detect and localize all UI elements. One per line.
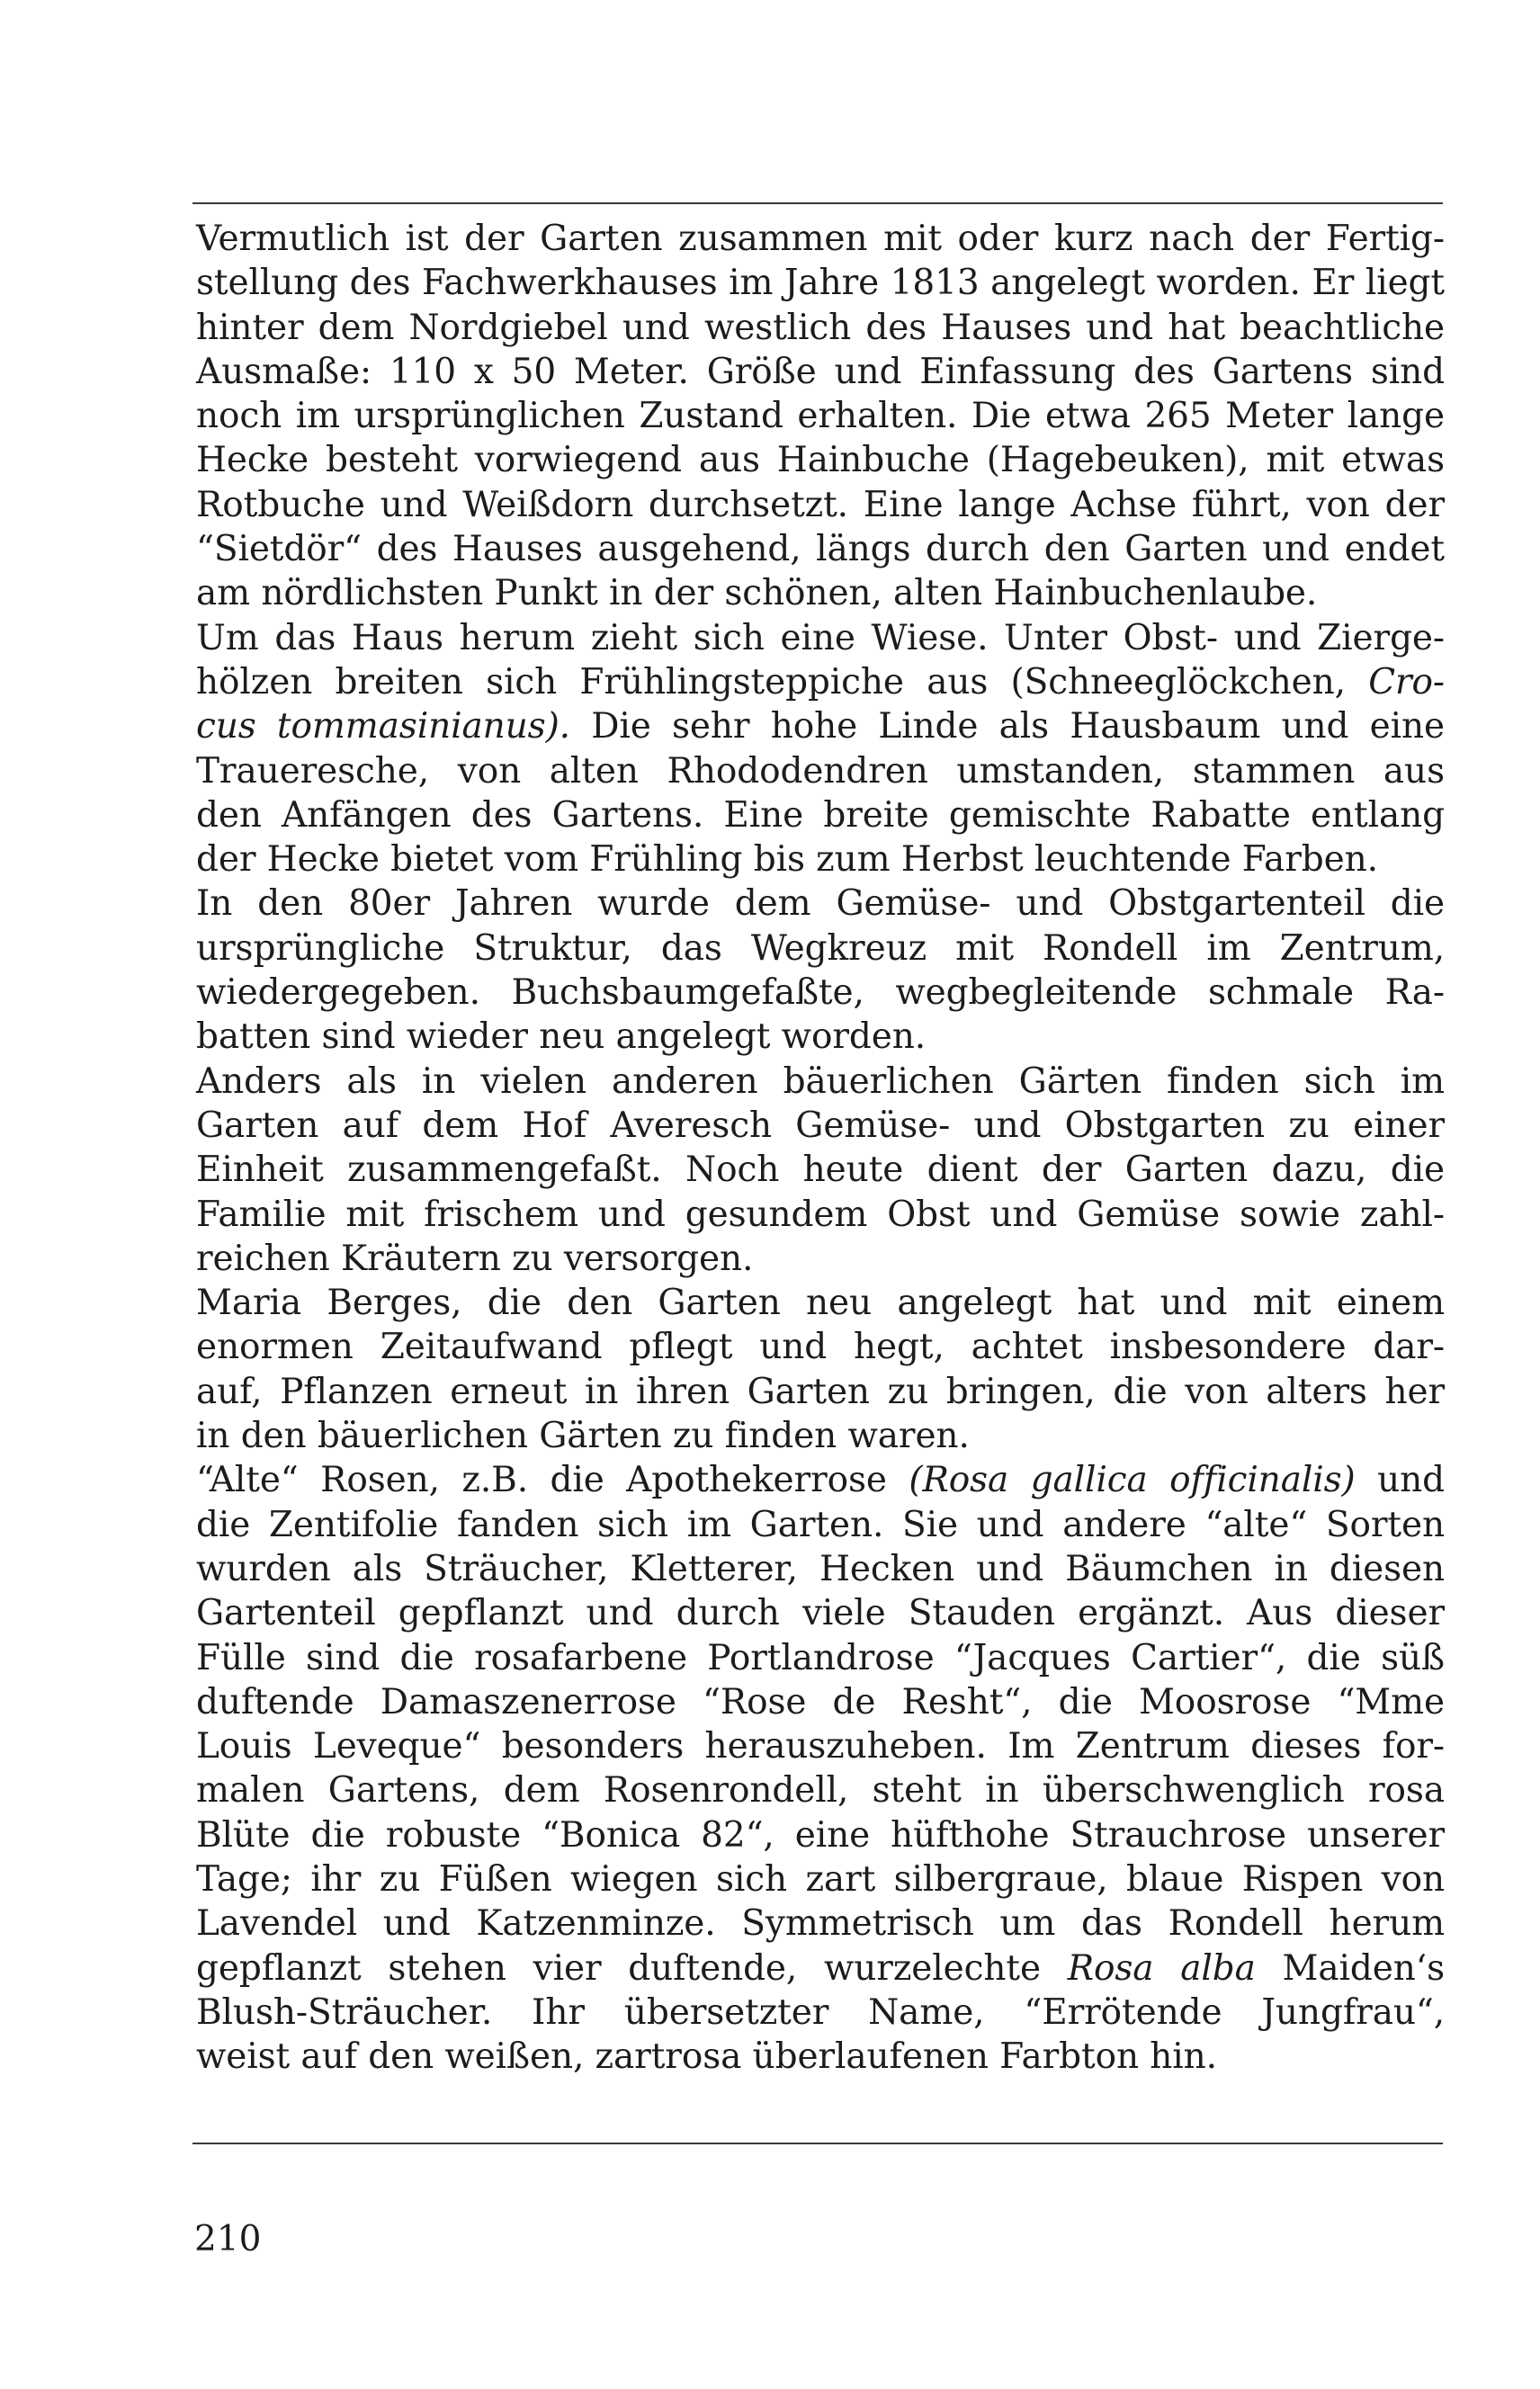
text-segment: Blush-Sträucher. Ihr übersetzter Name, “Errötende Jungfrau“,: [196, 1991, 1445, 2033]
text-segment: In den 80er Jahren wurde dem Gemüse- und Obstgartenteil die: [196, 883, 1445, 925]
text-line: [196, 1991, 1445, 2035]
text-line: [196, 1547, 1445, 1591]
text-line: [196, 1015, 1445, 1059]
italic-text: Rosa alba: [1067, 1947, 1256, 1989]
text-line: [196, 1946, 1445, 1991]
text-line: [196, 438, 1445, 482]
text-line: [196, 2035, 1445, 2079]
text-segment: Lavendel und Katzenminze. Symmetrisch um das Rondell herum: [196, 1903, 1445, 1945]
text-segment: “Sietdör“ des Hauses ausgehend, längs durch den Garten und endet: [196, 529, 1445, 570]
text-segment: am nördlichsten Punkt in der schönen, alten Hainbuchenlaube.: [196, 573, 1318, 614]
text-line: [196, 1060, 1445, 1104]
text-line: [196, 1680, 1445, 1724]
text-line: [196, 1768, 1445, 1812]
text-line: [196, 926, 1445, 971]
text-segment: der Hecke bietet vom Frühling bis zum Herbst leuchtende Farben.: [196, 839, 1378, 881]
text-line: [196, 1901, 1445, 1946]
text-line: [196, 793, 1445, 837]
bottom-rule: [192, 2143, 1443, 2144]
text-segment: ursprüngliche Struktur, das Wegkreuz mit Rondell im Zentrum,: [196, 927, 1445, 969]
text-segment: Hecke besteht vorwiegend aus Hainbuche (Hagebeuken), mit etwas: [196, 440, 1445, 481]
text-segment: Traueresche, von alten Rhododendren umstanden, stammen aus: [196, 750, 1445, 792]
text-segment: “Alte“ Rosen, z.B. die Apothekerrose: [196, 1460, 909, 1501]
top-rule: [192, 202, 1443, 204]
text-segment: Die sehr hohe Linde als Hausbaum und eine: [569, 706, 1445, 747]
text-segment: duftende Damaszenerrose “Rose de Resht“, die Moosrose “Mme: [196, 1681, 1445, 1722]
text-segment: den Anfängen des Gartens. Eine breite gemischte Rabatte entlang: [196, 794, 1445, 836]
text-segment: malen Gartens, dem Rosenrondell, steht in überschwenglich rosa: [196, 1770, 1445, 1812]
text-segment: die Zentifolie fanden sich im Garten. Sie und andere “alte“ Sorten: [196, 1504, 1445, 1545]
text-line: [196, 616, 1445, 660]
text-segment: Ausmaße: 110 x 50 Meter. Größe und Einfassung des Gartens sind: [196, 351, 1445, 392]
text-segment: wurden als Sträucher, Kletterer, Hecken und Bäumchen in diesen: [196, 1548, 1445, 1589]
text-segment: hölzen breiten sich Frühlingsteppiche aus (Schneeglöckchen,: [196, 661, 1369, 702]
text-segment: Um das Haus herum zieht sich eine Wiese. Unter Obst- und Zierge-: [196, 617, 1445, 658]
text-line: [196, 1148, 1445, 1192]
text-segment: Maria Berges, die den Garten neu angelegt hat und mit einem: [196, 1283, 1445, 1324]
text-segment: Rotbuche und Weißdorn durchsetzt. Eine lange Achse führt, von der: [196, 484, 1445, 525]
text-segment: weist auf den weißen, zartrosa überlaufenen Farbton hin.: [196, 2036, 1217, 2078]
text-line: [196, 837, 1445, 881]
text-segment: Tage; ihr zu Füßen wiegen sich zart silbergraue, blaue Rispen von: [196, 1858, 1445, 1900]
text-segment: Vermutlich ist der Garten zusammen mit oder kurz nach der Fertig-: [196, 219, 1445, 259]
text-line: [196, 1104, 1445, 1148]
text-line: [196, 704, 1445, 748]
text-line: [196, 1193, 1445, 1237]
text-line: [196, 971, 1445, 1015]
page-number: 210: [194, 2219, 262, 2259]
text-segment: reichen Kräutern zu versorgen.: [196, 1238, 754, 1279]
text-line: [196, 1370, 1445, 1414]
text-segment: wiedergegeben. Buchsbaumgefaßte, wegbegleitende schmale Ra-: [196, 972, 1445, 1014]
text-segment: gepflanzt stehen vier duftende, wurzelechte: [196, 1947, 1068, 1989]
text-line: [196, 1325, 1445, 1369]
text-segment: noch im ursprünglichen Zustand erhalten. Die etwa 265 Meter lange: [196, 396, 1445, 437]
text-line: [196, 261, 1445, 305]
text-line: [196, 660, 1445, 704]
text-segment: Familie mit frischem und gesundem Obst und Gemüse sowie zahl-: [196, 1194, 1445, 1235]
text-line: [196, 483, 1445, 527]
text-segment: Gartenteil gepflanzt und durch viele Stauden ergänzt. Aus dieser: [196, 1593, 1445, 1634]
text-line: [196, 749, 1445, 793]
text-line: [196, 881, 1445, 926]
text-segment: hinter dem Nordgiebel und westlich des Hauses und hat beachtliche: [196, 307, 1445, 348]
text-segment: Louis Leveque“ besonders herauszuheben. Im Zentrum dieses for-: [196, 1726, 1445, 1767]
text-segment: enormen Zeitaufwand pflegt und hegt, achtet insbesondere dar-: [196, 1327, 1445, 1368]
text-segment: Fülle sind die rosafarbene Portlandrose “Jacques Cartier“, die süß: [196, 1637, 1445, 1678]
text-line: [196, 1636, 1445, 1680]
text-segment: Blüte die robuste “Bonica 82“, eine hüfthohe Strauchrose unserer: [196, 1814, 1445, 1856]
text-line: [196, 1237, 1445, 1281]
text-line: [196, 350, 1445, 394]
italic-text: cus tommasinianus).: [196, 706, 570, 747]
text-line: [196, 1414, 1445, 1458]
text-line: [196, 306, 1445, 350]
text-line: [196, 527, 1445, 571]
italic-text: (Rosa gallica officinalis): [909, 1460, 1356, 1501]
text-segment: stellung des Fachwerkhauses im Jahre 1813 angelegt worden. Er liegt: [196, 263, 1445, 304]
body-text: [196, 217, 1445, 2079]
text-segment: Anders als in vielen anderen bäuerlichen Gärten finden sich im: [196, 1060, 1445, 1102]
text-line: [196, 1281, 1445, 1325]
text-line: [196, 571, 1445, 615]
text-segment: Maiden‘s: [1255, 1947, 1445, 1989]
text-line: [196, 1503, 1445, 1547]
text-segment: und: [1355, 1460, 1446, 1501]
text-segment: in den bäuerlichen Gärten zu finden waren.: [196, 1416, 970, 1457]
text-line: [196, 1458, 1445, 1502]
italic-text: Cro-: [1368, 661, 1445, 702]
text-line: [196, 1591, 1445, 1635]
text-segment: batten sind wieder neu angelegt worden.: [196, 1016, 927, 1058]
text-segment: Garten auf dem Hof Averesch Gemüse- und Obstgarten zu einer: [196, 1105, 1445, 1146]
text-line: [196, 217, 1445, 261]
text-line: [196, 394, 1445, 438]
text-line: [196, 1813, 1445, 1857]
text-line: [196, 1857, 1445, 1901]
text-line: [196, 1724, 1445, 1768]
text-segment: auf, Pflanzen erneut in ihren Garten zu bringen, die von alters her: [196, 1371, 1445, 1412]
text-segment: Einheit zusammengefaßt. Noch heute dient der Garten dazu, die: [196, 1150, 1445, 1191]
